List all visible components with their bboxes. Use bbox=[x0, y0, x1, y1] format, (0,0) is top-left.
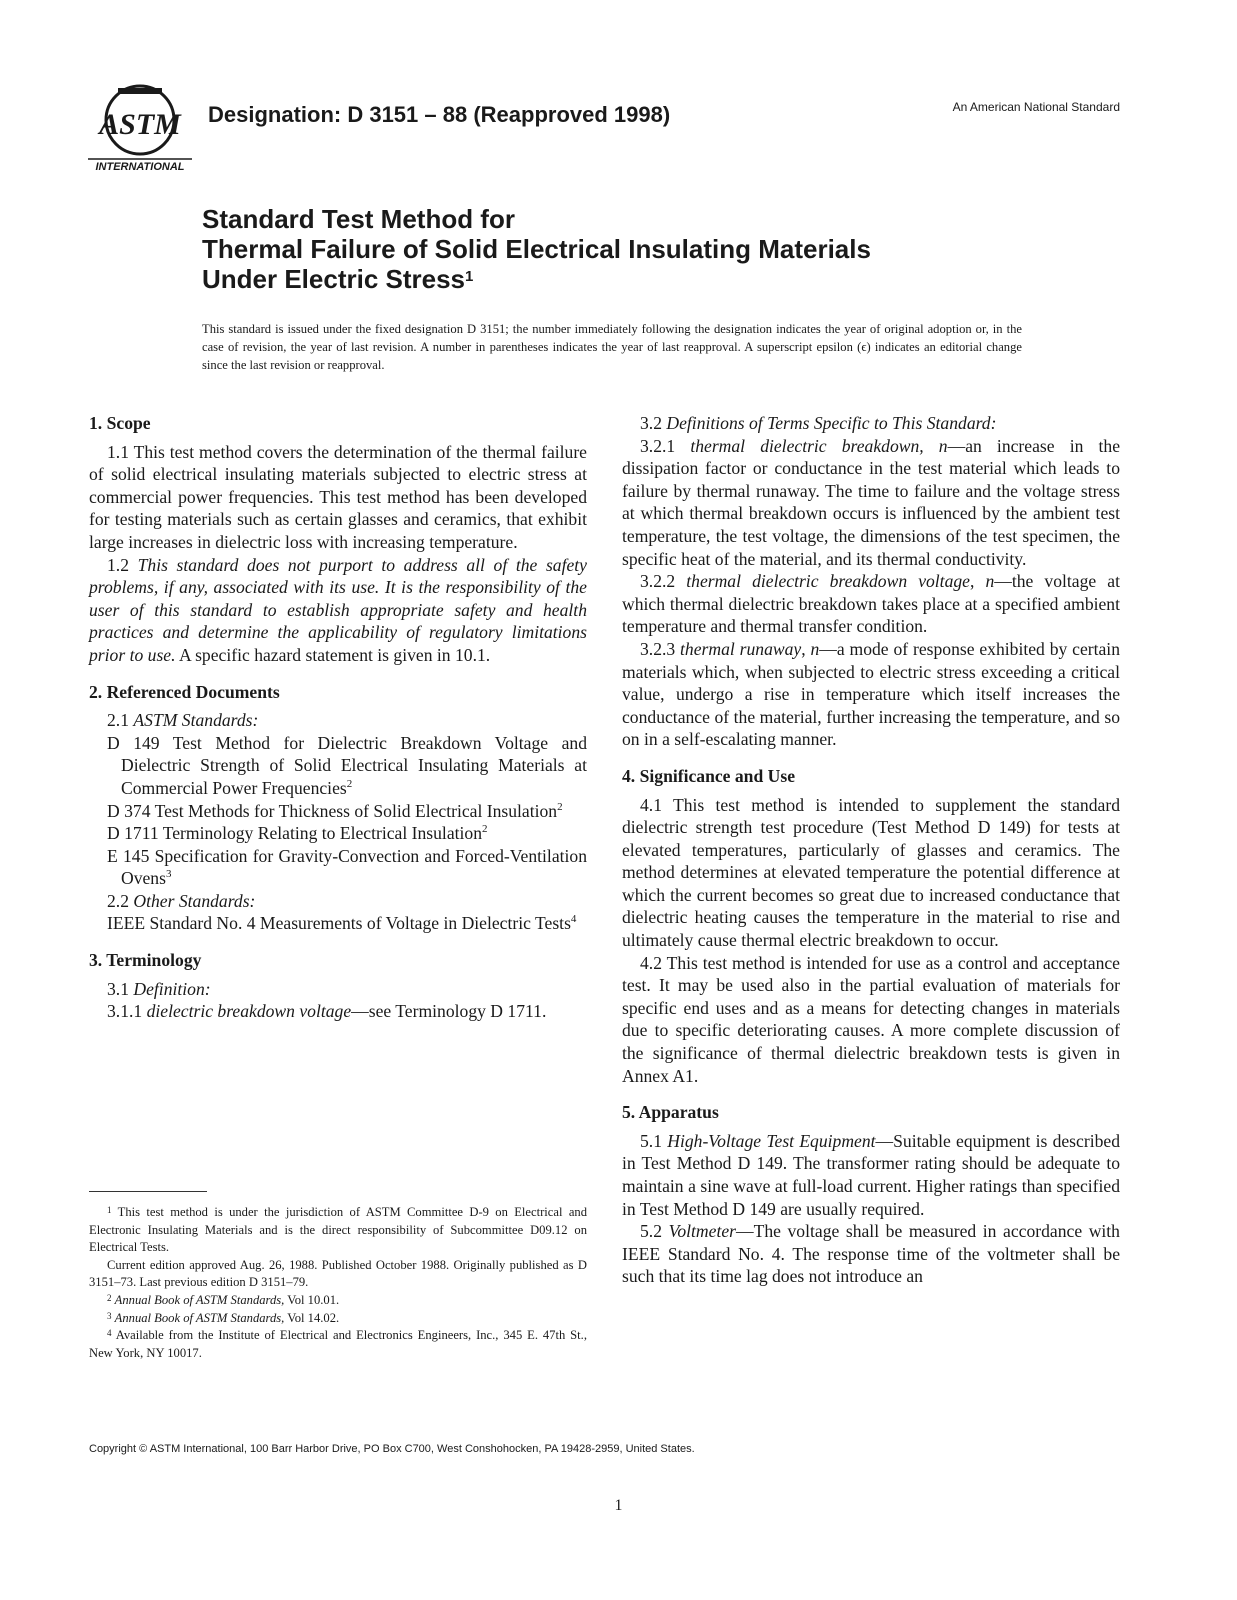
section-heading-referenced-documents: 2. Referenced Documents bbox=[89, 681, 280, 702]
paragraph-2-1: 2.1 ASTM Standards: bbox=[107, 710, 259, 731]
footnote-3: $^3$ Annual Book of ASTM Standards, Vol 14.02. bbox=[107, 1310, 340, 1325]
title-footnote-ref: 1 bbox=[465, 268, 474, 285]
reference-e145: E 145 Specification for Gravity-Convection and Forced-Ventilation Ovens$^3$ bbox=[107, 845, 587, 889]
section-heading-significance: 4. Significance and Use bbox=[622, 765, 796, 786]
paragraph-5-1: 5.1 High-Voltage Test Equipment—Suitable equipment is described in Test Method D 149. The transformer rating should be adequate to maintain a sine wave at full-load current. Higher ratings than specified in Test Method D 149 are usually required. bbox=[622, 1130, 1120, 1219]
paragraph-4-2: 4.2 This test method is intended for use as a control and acceptance test. It may be used also in the partial evaluation of materials for specific end uses and as a means for detecting changes in materials due to specific deteriorating causes. A more complete discussion of the significance of thermal dielectric breakdown tests is given in Annex A1. bbox=[622, 952, 1120, 1086]
logo-text: ASTM bbox=[99, 108, 181, 141]
designation: Designation: D 3151 – 88 (Reapproved 1998) bbox=[208, 102, 671, 127]
paragraph-3-2: 3.2 Definitions of Terms Specific to This Standard: bbox=[640, 413, 997, 433]
paragraph-2-2: 2.2 Other Standards: bbox=[107, 890, 256, 911]
page-number: 1 bbox=[614, 1497, 623, 1514]
title-line-2: Thermal Failure of Solid Electrical Insulating Materials bbox=[202, 234, 871, 264]
issued-note: This standard is issued under the fixed designation D 3151; the number immediately following the designation indicates the year of original adoption or, in the case of revision, the year of last revision. A number in parentheses indicates the year of last reapproval. A superscript epsilon (ϵ) indicates an editorial change since the last revision or reapproval. bbox=[202, 322, 1022, 372]
footnote-1-continued: Current edition approved Aug. 26, 1988. Published October 1988. Originally published as D 3151–73. Last previous edition D 3151–79. bbox=[89, 1257, 587, 1290]
reference-d1711: D 1711 Terminology Relating to Electrical Insulation$^2$ bbox=[107, 823, 488, 844]
paragraph-3-2-1: 3.2.1 thermal dielectric breakdown, n—an increase in the dissipation factor or conductance in the test material which leads to failure by thermal runaway. The time to failure and the voltage stress at which thermal breakdown occurs is influenced by the ambient test temperature, the test voltage, the dimensions of the test specimen, the specific heat of the material, and its thermal conductivity. bbox=[622, 435, 1120, 569]
footnote-2: $^2$ Annual Book of ASTM Standards, Vol 10.01. bbox=[107, 1292, 340, 1307]
document-title bbox=[202, 204, 871, 294]
title-line-1: Standard Test Method for bbox=[202, 204, 515, 234]
right-column bbox=[622, 412, 1120, 1288]
copyright-notice: Copyright © ASTM International, 100 Barr Harbor Drive, PO Box C700, West Conshohocken, PA 19428-2959, United States. bbox=[89, 1443, 695, 1455]
paragraph-3-2-3: 3.2.3 thermal runaway, n—a mode of response exhibited by certain materials which, when subjected to electric stress exceeding a critical value, undergo a rise in temperature which itself increases the conductance of the material, further increasing the temperature, and so on in a self-escalating manner. bbox=[622, 638, 1120, 750]
footnote-4: $^4$ Available from the Institute of Electrical and Electronics Engineers, Inc., 345 E. 47th St., New York, NY 10017. bbox=[89, 1328, 587, 1360]
paragraph-4-1: 4.1 This test method is intended to supplement the standard dielectric strength test procedure (Test Method D 149) for tests at elevated temperatures, particularly of glasses and ceramics. The method determines at elevated temperature the potential difference at which the current becomes so great due to increased conductance that dielectric heating causes the temperature in the material to rise and ultimately cause thermal electric breakdown to occur. bbox=[622, 794, 1120, 951]
footnote-1: $^1$ This test method is under the jurisdiction of ASTM Committee D-9 on Electrical and Electronic Insulating Materials and is the direct responsibility of Subcommittee D09.12 on Electrical Tests. bbox=[89, 1205, 587, 1255]
reference-ieee-4: IEEE Standard No. 4 Measurements of Voltage in Dielectric Tests$^4$ bbox=[107, 913, 577, 934]
reference-d374: D 374 Test Methods for Thickness of Solid Electrical Insulation$^2$ bbox=[107, 800, 563, 821]
section-heading-apparatus: 5. Apparatus bbox=[622, 1102, 719, 1123]
national-standard-label: An American National Standard bbox=[952, 100, 1120, 114]
paragraph-3-2-2: 3.2.2 thermal dielectric breakdown voltage, n—the voltage at which thermal dielectric breakdown takes place at a specified ambient temperature and thermal transfer condition. bbox=[622, 571, 1120, 637]
title-line-3: Under Electric Stress$^1$ bbox=[202, 264, 474, 294]
astm-logo bbox=[88, 82, 192, 174]
footnotes bbox=[89, 1204, 587, 1362]
section-heading-terminology: 3. Terminology bbox=[89, 950, 202, 971]
paragraph-5-2: 5.2 Voltmeter—The voltage shall be measured in accordance with IEEE Standard No. 4. The response time of the voltmeter shall be such that its time lag does not introduce an bbox=[622, 1221, 1120, 1287]
logo-subtext: INTERNATIONAL bbox=[95, 161, 185, 173]
paragraph-3-1: 3.1 Definition: bbox=[107, 978, 211, 999]
paragraph-1-1: 1.1 This test method covers the determination of the thermal failure of solid electrical insulating materials subjected to electric stress at commercial power frequencies. This test method has been developed for testing materials such as certain glasses and ceramics, that exhibit large increases in dielectric loss with increasing temperature. bbox=[89, 441, 587, 552]
footnote-divider bbox=[89, 1191, 207, 1192]
reference-d149: D 149 Test Method for Dielectric Breakdown Voltage and Dielectric Strength of Solid Electrical Insulating Materials at Commercial Power Frequencies$^2$ bbox=[107, 732, 587, 798]
section-heading-scope: 1. Scope bbox=[89, 413, 151, 433]
left-column bbox=[89, 412, 587, 1023]
paragraph-3-1-1: 3.1.1 dielectric breakdown voltage—see Terminology D 1711. bbox=[107, 1001, 547, 1022]
paragraph-1-2: 1.2 This standard does not purport to address all of the safety problems, if any, associated with its use. It is the responsibility of the user of this standard to establish appropriate safety and health practices and determine the applicability of regulatory limitations prior to use. A specific hazard statement is given in 10.1. bbox=[89, 554, 587, 665]
